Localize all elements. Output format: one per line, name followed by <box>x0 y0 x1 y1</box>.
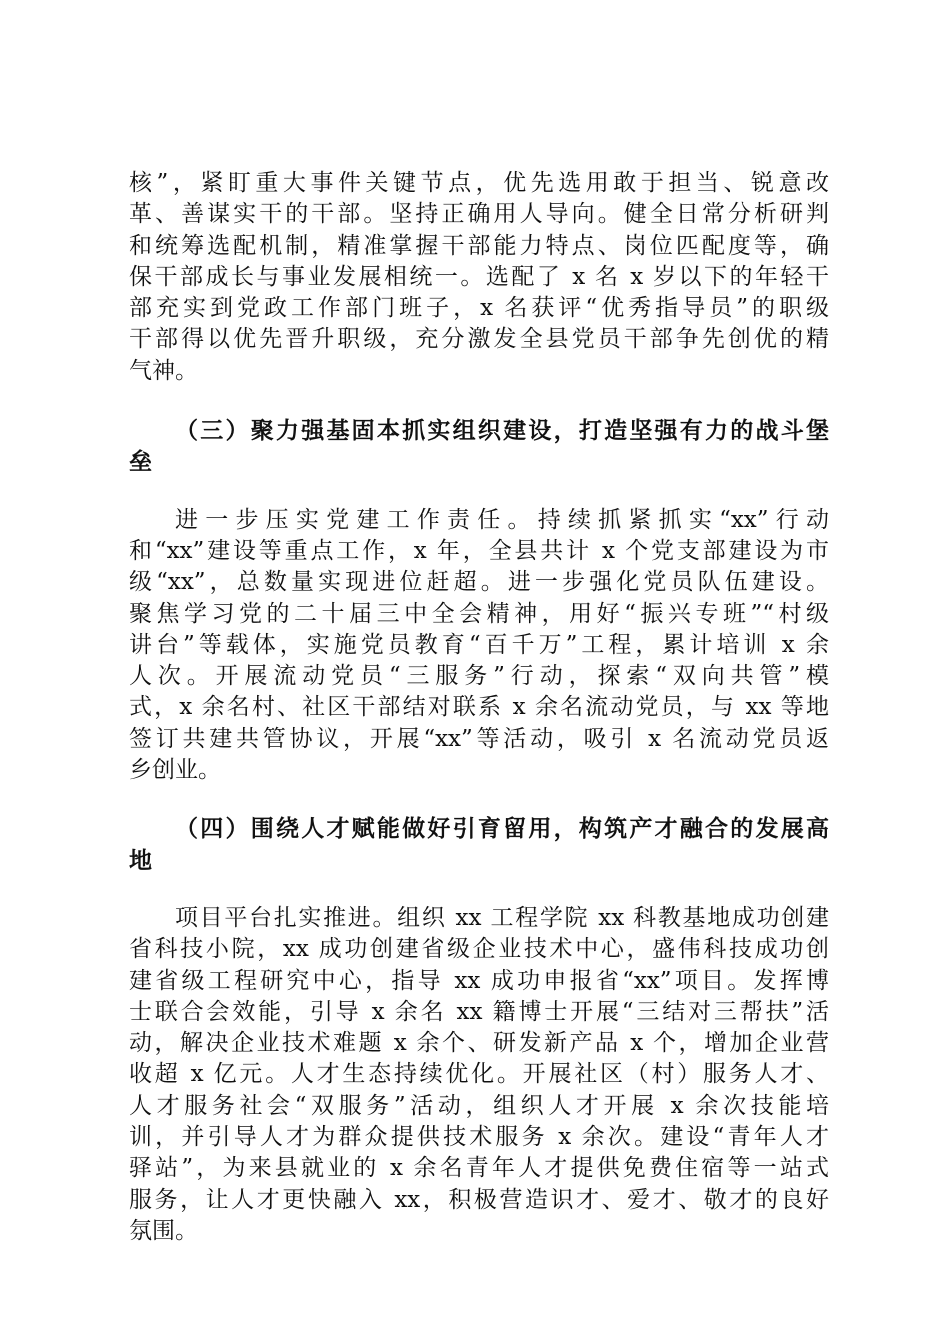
text-line: 人才服务社会“双服务”活动，组织人才开展 x 余次技能培 <box>129 1092 829 1119</box>
paragraph-cadre-selection <box>129 168 829 387</box>
text-line: 训，并引导人才为群众提供技术服务 x 余次。建设“青年人才 <box>129 1124 829 1151</box>
paragraph-organization-building <box>129 505 829 787</box>
section-heading-3 <box>129 416 829 479</box>
heading-line: （四）围绕人才赋能做好引育留用，构筑产才融合的发展高 <box>175 816 829 843</box>
text-line: 士联合会效能，引导 x 余名 xx 籍博士开展“三结对三帮扶”活 <box>129 998 829 1025</box>
text-line: 乡创业。 <box>129 757 221 784</box>
text-line: 气神。 <box>129 357 198 384</box>
text-line: 人次。开展流动党员“三服务”行动，探索“双向共管”模 <box>129 663 829 690</box>
text-line: 核”，紧盯重大事件关键节点，优先选用敢于担当、锐意改 <box>129 170 829 196</box>
text-line: 级“xx”，总数量实现进位赶超。进一步强化党员队伍建设。 <box>129 569 829 596</box>
text-line: 聚焦学习党的二十届三中全会精神，用好“振兴专班”“村级 <box>129 600 829 627</box>
text-line: 驿站”，为来县就业的 x 余名青年人才提供免费住宿等一站式 <box>129 1155 829 1182</box>
text-line: 革、善谋实干的干部。坚持正确用人导向。健全日常分析研判 <box>129 201 829 228</box>
text-line: 干部得以优先晋升职级，充分激发全县党员干部争先创优的精 <box>129 326 829 353</box>
text-line: 省科技小院，xx 成功创建省级企业技术中心，盛伟科技成功创 <box>129 936 829 963</box>
text-line: 项目平台扎实推进。组织 xx 工程学院 xx 科教基地成功创建 <box>175 904 829 931</box>
text-line: 服务，让人才更快融入 xx，积极营造识才、爱才、敬才的良好 <box>129 1186 829 1213</box>
heading-line: 地 <box>129 847 152 874</box>
text-line: 讲台”等载体，实施党员教育“百千万”工程，累计培训 x 余 <box>129 631 829 658</box>
text-line: 签订共建共管协议，开展“xx”等活动，吸引 x 名流动党员返 <box>129 725 829 752</box>
document-page <box>129 168 829 1247</box>
text-line: 收超 x 亿元。人才生态持续优化。开展社区（村）服务人才、 <box>129 1061 829 1088</box>
text-line: 进一步压实党建工作责任。持续抓紧抓实“xx”行动 <box>175 506 829 533</box>
heading-line: 垒 <box>129 449 152 476</box>
heading-line: （三）聚力强基固本抓实组织建设，打造坚强有力的战斗堡 <box>175 418 829 445</box>
text-line: 动，解决企业技术难题 x 余个、研发新产品 x 个，增加企业营 <box>129 1030 829 1057</box>
text-line: 式，x 余名村、社区干部结对联系 x 余名流动党员，与 xx 等地 <box>129 694 829 721</box>
text-line: 和统筹选配机制，精准掌握干部能力特点、岗位匹配度等，确 <box>129 232 829 259</box>
text-line: 部充实到党政工作部门班子，x 名获评“优秀指导员”的职级 <box>129 295 829 322</box>
text-line: 保干部成长与事业发展相统一。选配了 x 名 x 岁以下的年轻干 <box>129 263 829 290</box>
text-line: 氛围。 <box>129 1217 198 1244</box>
paragraph-talent-empowerment <box>129 903 829 1247</box>
text-line: 建省级工程研究中心，指导 xx 成功申报省“xx”项目。发挥博 <box>129 967 829 994</box>
text-line: 和“xx”建设等重点工作，x 年，全县共计 x 个党支部建设为市 <box>129 537 829 564</box>
section-heading-4 <box>129 814 829 877</box>
